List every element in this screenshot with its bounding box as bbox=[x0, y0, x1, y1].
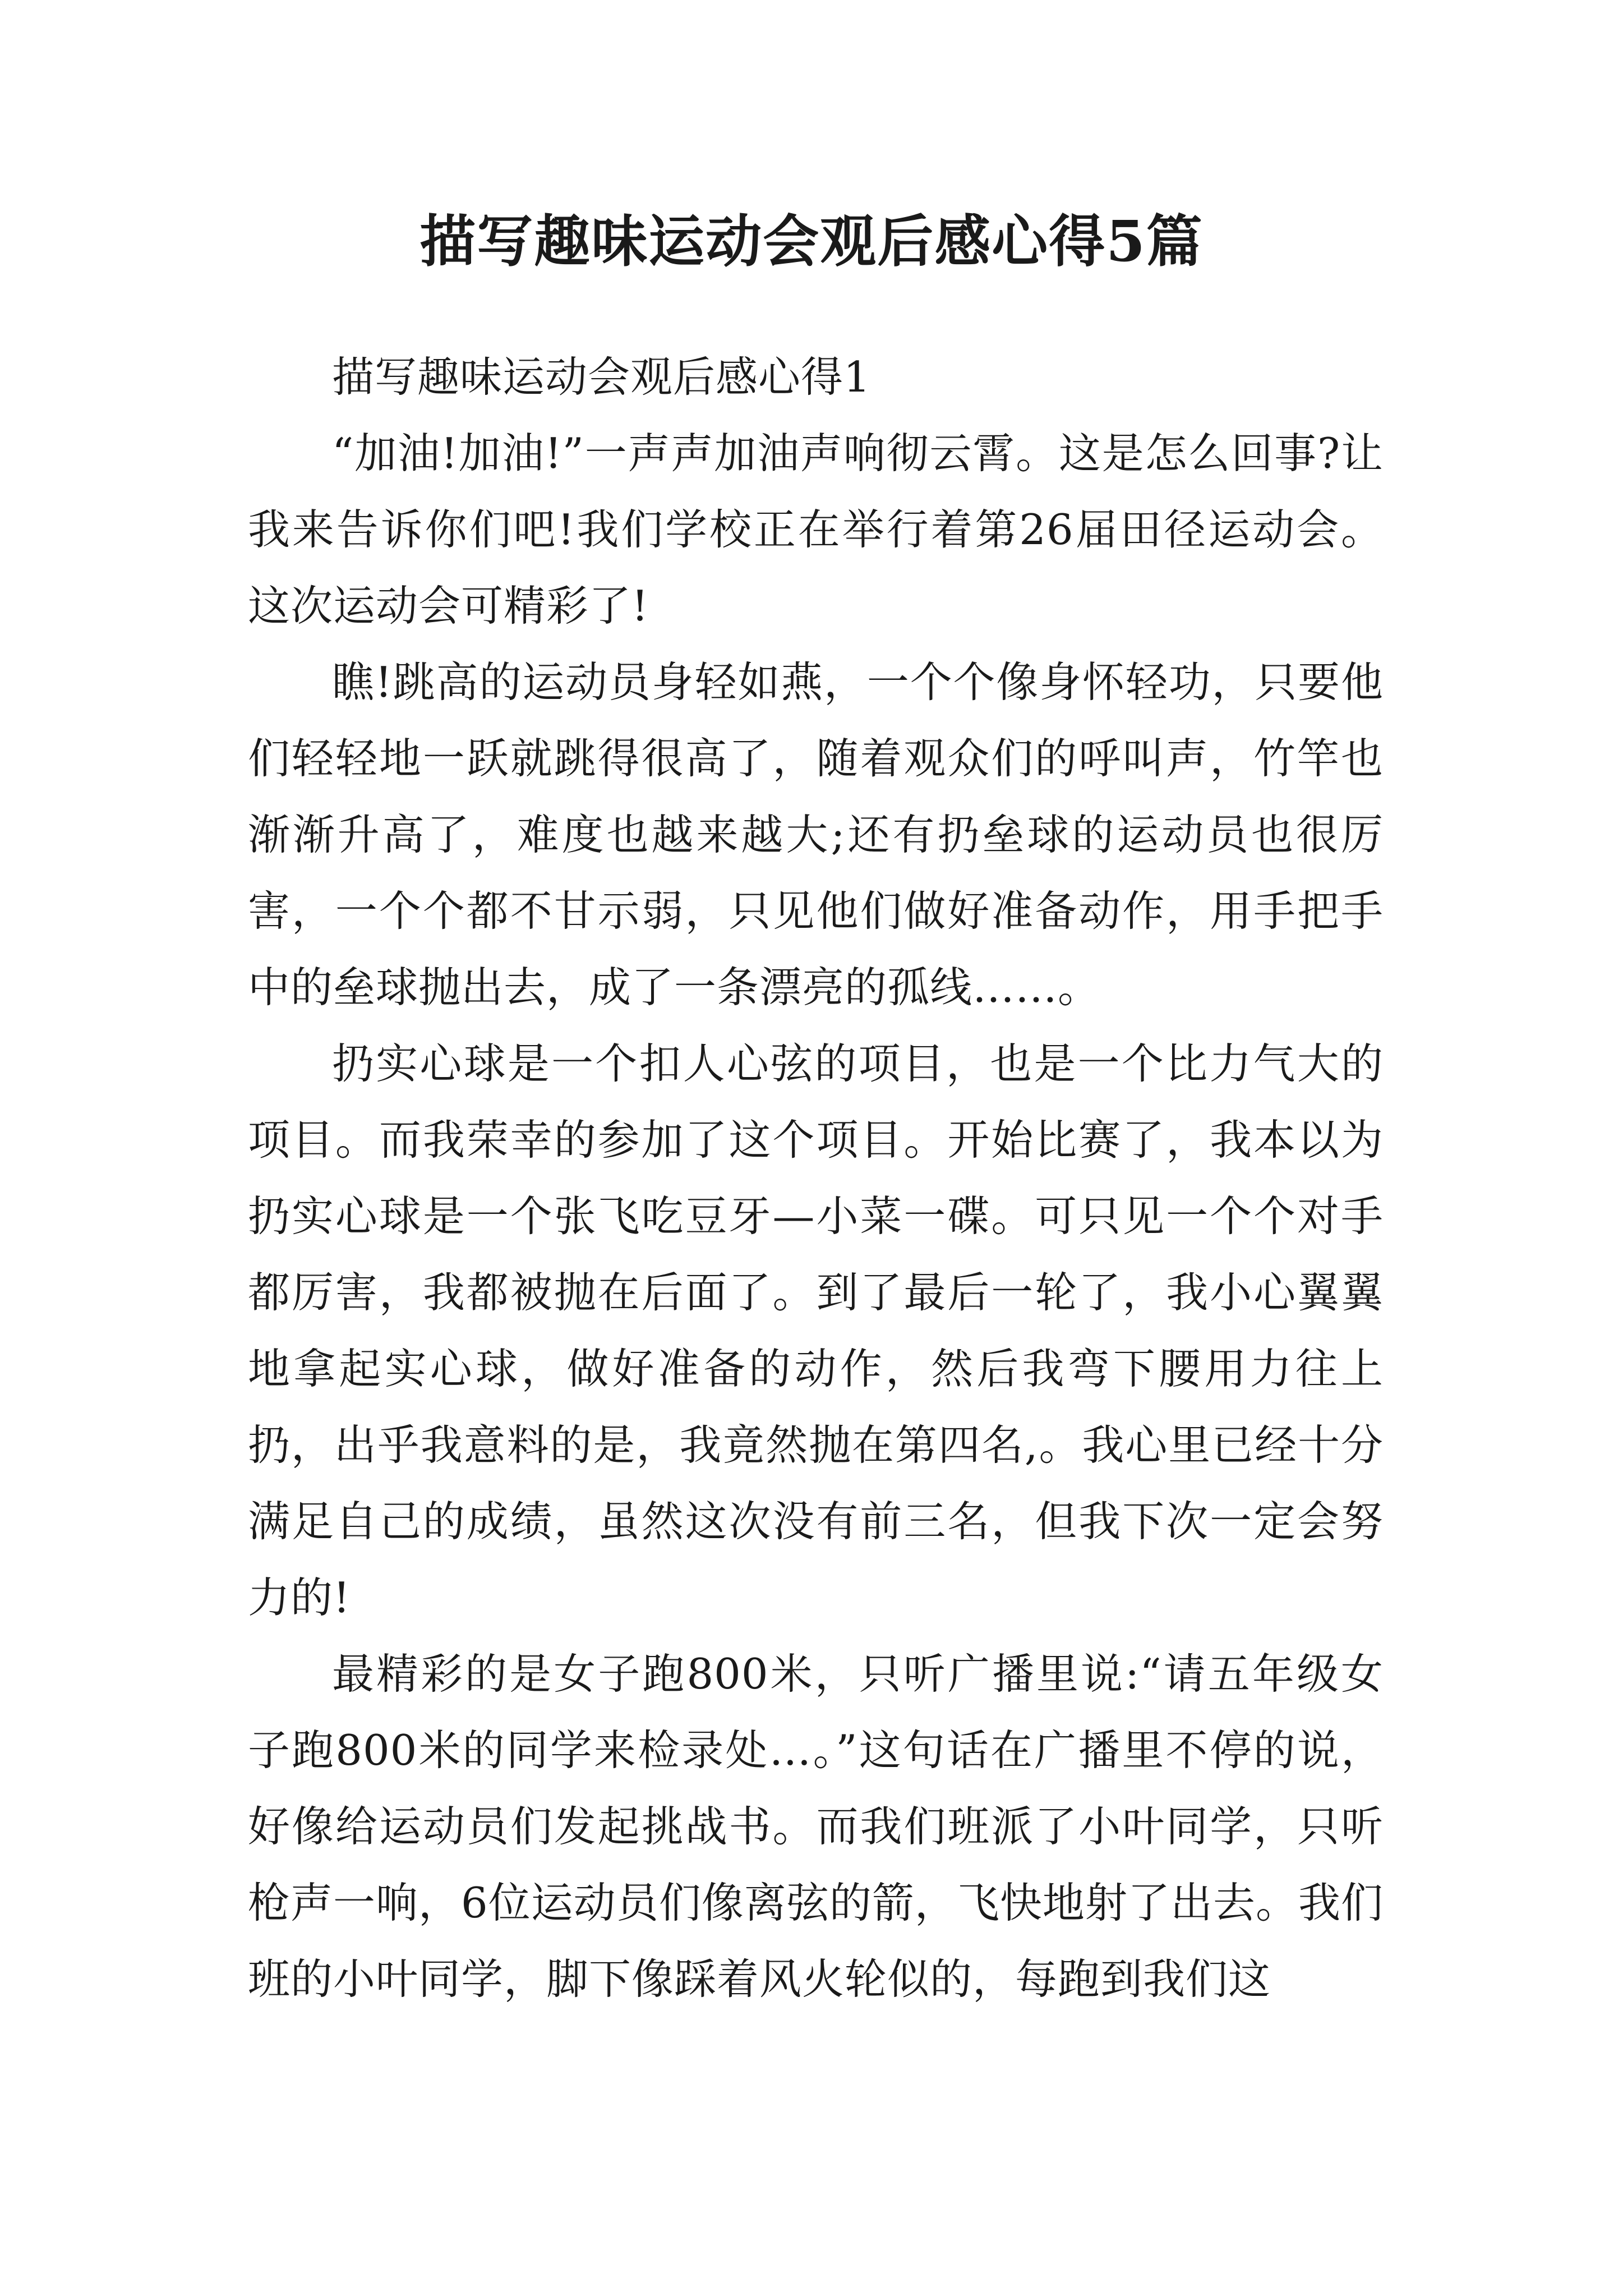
section-heading: 描写趣味运动会观后感心得1 bbox=[332, 352, 871, 402]
document-title: 描写趣味运动会观后感心得5篇 bbox=[419, 208, 1204, 274]
paragraph-3: 扔实心球是一个扣人心弦的项目，也是一个比力气大的项目。而我荣幸的参加了这个项目。开始比赛了，我本以为扔实心球是一个张飞吃豆牙—小菜一碟。可只见一个个对手都厉害，我都被抛在后面了。到了最后一轮了，我小心翼翼地拿起实心球，做好准备的动作，然后我弯下腰用力往上扔，出乎我意料的是，我竟然抛在第四名,。我心里已经十分满足自己的成绩，虽然这次没有前三名，但我下次一定会努力的! bbox=[248, 1039, 1384, 1622]
paragraph-1: “加油!加油!”一声声加油声响彻云霄。这是怎么回事?让我来告诉你们吧!我们学校正在举行着第26届田径运动会。这次运动会可精彩了! bbox=[248, 429, 1384, 631]
paragraph-2: 瞧!跳高的运动员身轻如燕，一个个像身怀轻功，只要他们轻轻地一跃就跳得很高了，随着观众们的呼叫声，竹竿也渐渐升高了，难度也越来越大;还有扔垒球的运动员也很厉害，一个个都不甘示弱，只见他们做好准备动作，用手把手中的垒球抛出去，成了一条漂亮的孤线……。 bbox=[248, 657, 1384, 1012]
document-body bbox=[248, 339, 1384, 2017]
paragraph-4: 最精彩的是女子跑800米，只听广播里说:“请五年级女子跑800米的同学来检录处…。”这句话在广播里不停的说，好像给运动员们发起挑战书。而我们班派了小叶同学，只听枪声一响，6位运动员们像离弦的箭，飞快地射了出去。我们班的小叶同学，脚下像踩着风火轮似的，每跑到我们这 bbox=[248, 1649, 1384, 2004]
